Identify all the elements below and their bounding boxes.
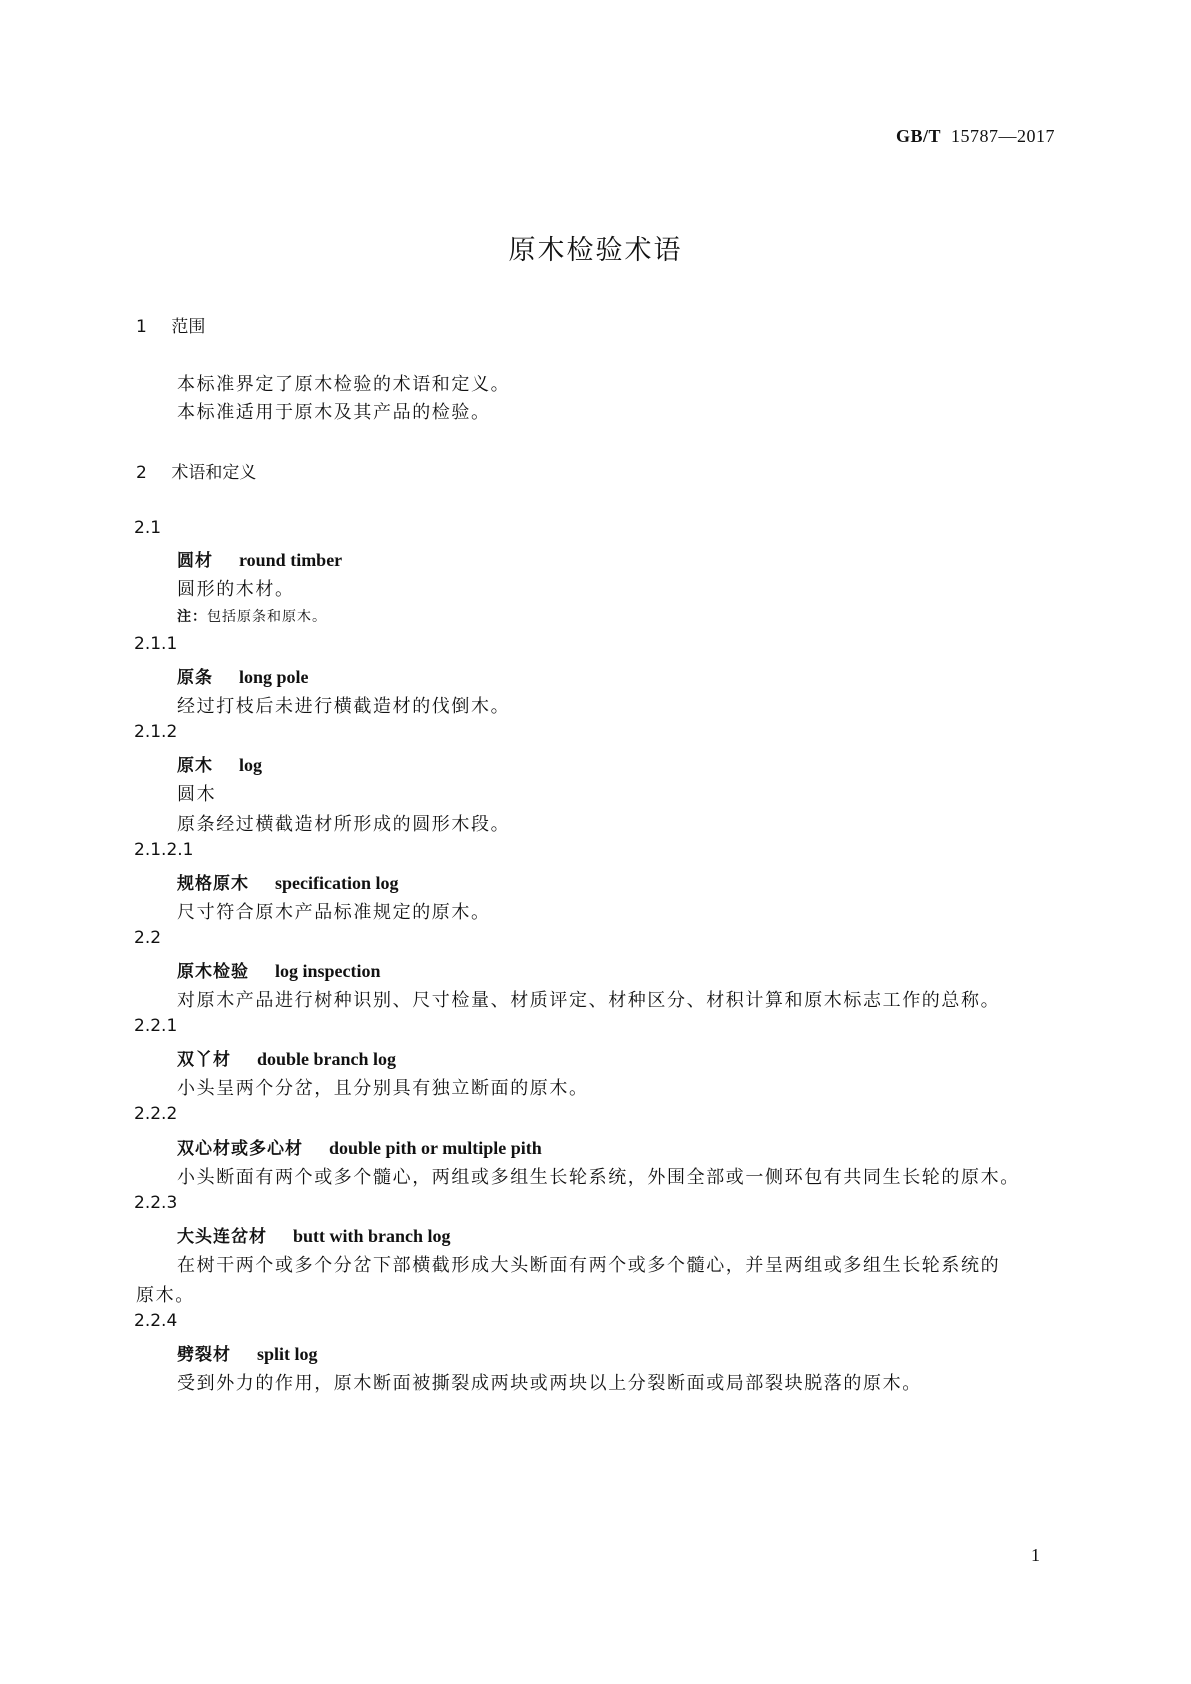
term-entry (177, 1222, 451, 1247)
term-alternative: 圆木 (177, 784, 217, 805)
term-definition: 受到外力的作用，原木断面被撕裂成两块或两块以上分裂断面或局部裂块脱落的原木。 (177, 1373, 922, 1394)
term-entry (177, 751, 262, 776)
term-number: 2.1.2.1 (134, 840, 194, 860)
term-chinese: 大头连岔材 (177, 1227, 267, 1247)
term-chinese: 原条 (177, 668, 213, 688)
scope-paragraph-1: 本标准界定了原木检验的术语和定义。 (177, 374, 511, 395)
term-entry (177, 1134, 542, 1159)
term-definition-continued: 原木。 (136, 1285, 195, 1306)
term-definition: 在树干两个或多个分岔下部横截形成大头断面有两个或多个髓心，并呈两组或多组生长轮系统的 (177, 1255, 1001, 1276)
term-chinese: 圆材 (177, 551, 213, 571)
term-english: round timber (239, 550, 343, 570)
term-definition: 小头断面有两个或多个髓心，两组或多组生长轮系统，外围全部或一侧环包有共同生长轮的原木。 (177, 1167, 1020, 1188)
page-number: 1 (1031, 1545, 1040, 1565)
term-english: specification log (275, 873, 399, 893)
section-title: 术语和定义 (171, 463, 257, 483)
term-entry (177, 869, 399, 894)
section-number: 1 (136, 317, 147, 337)
section-title: 范围 (171, 317, 206, 337)
note-text: 包括原条和原木。 (207, 609, 327, 625)
code-number: 15787—2017 (951, 126, 1055, 146)
section-1-heading (136, 312, 205, 337)
term-english: long pole (239, 667, 309, 687)
term-number: 2.2 (134, 928, 162, 948)
term-entry (177, 546, 342, 571)
term-number: 2.2.1 (134, 1016, 178, 1036)
term-number: 2.2.4 (134, 1311, 178, 1331)
term-number: 2.2.2 (134, 1104, 178, 1124)
term-english: split log (257, 1344, 318, 1364)
section-2-heading (136, 458, 256, 483)
term-entry (177, 1045, 396, 1070)
term-chinese: 原木 (177, 756, 213, 776)
term-chinese: 原木检验 (177, 962, 249, 982)
term-number: 2.1 (134, 518, 162, 538)
document-title: 原木检验术语 (508, 235, 683, 266)
term-english: double branch log (257, 1049, 397, 1069)
term-definition: 小头呈两个分岔，且分别具有独立断面的原木。 (177, 1078, 589, 1099)
term-entry (177, 1340, 318, 1365)
term-definition: 原条经过横截造材所形成的圆形木段。 (177, 814, 511, 835)
term-number: 2.1.1 (134, 634, 178, 654)
term-chinese: 规格原木 (177, 874, 249, 894)
term-english: butt with branch log (293, 1226, 451, 1246)
term-chinese: 劈裂材 (177, 1345, 231, 1365)
term-chinese: 双丫材 (177, 1050, 231, 1070)
term-entry (177, 957, 381, 982)
note-label: 注： (177, 609, 207, 625)
term-entry (177, 663, 309, 688)
term-chinese: 双心材或多心材 (177, 1139, 303, 1159)
section-number: 2 (136, 463, 147, 483)
term-note (177, 606, 327, 626)
term-definition: 尺寸符合原木产品标准规定的原木。 (177, 902, 491, 923)
term-definition: 经过打枝后未进行横截造材的伐倒木。 (177, 696, 511, 717)
term-definition: 对原木产品进行树种识别、尺寸检量、材质评定、材种区分、材积计算和原木标志工作的总称。 (177, 990, 1001, 1011)
code-prefix: GB/T (895, 126, 941, 146)
term-english: log (239, 755, 263, 775)
term-english: log inspection (275, 961, 381, 981)
term-english: double pith or multiple pith (329, 1138, 542, 1158)
term-number: 2.2.3 (134, 1193, 178, 1213)
scope-paragraph-2: 本标准适用于原木及其产品的检验。 (177, 402, 491, 423)
document-code (896, 126, 1055, 147)
term-definition: 圆形的木材。 (177, 579, 295, 600)
term-number: 2.1.2 (134, 722, 178, 742)
